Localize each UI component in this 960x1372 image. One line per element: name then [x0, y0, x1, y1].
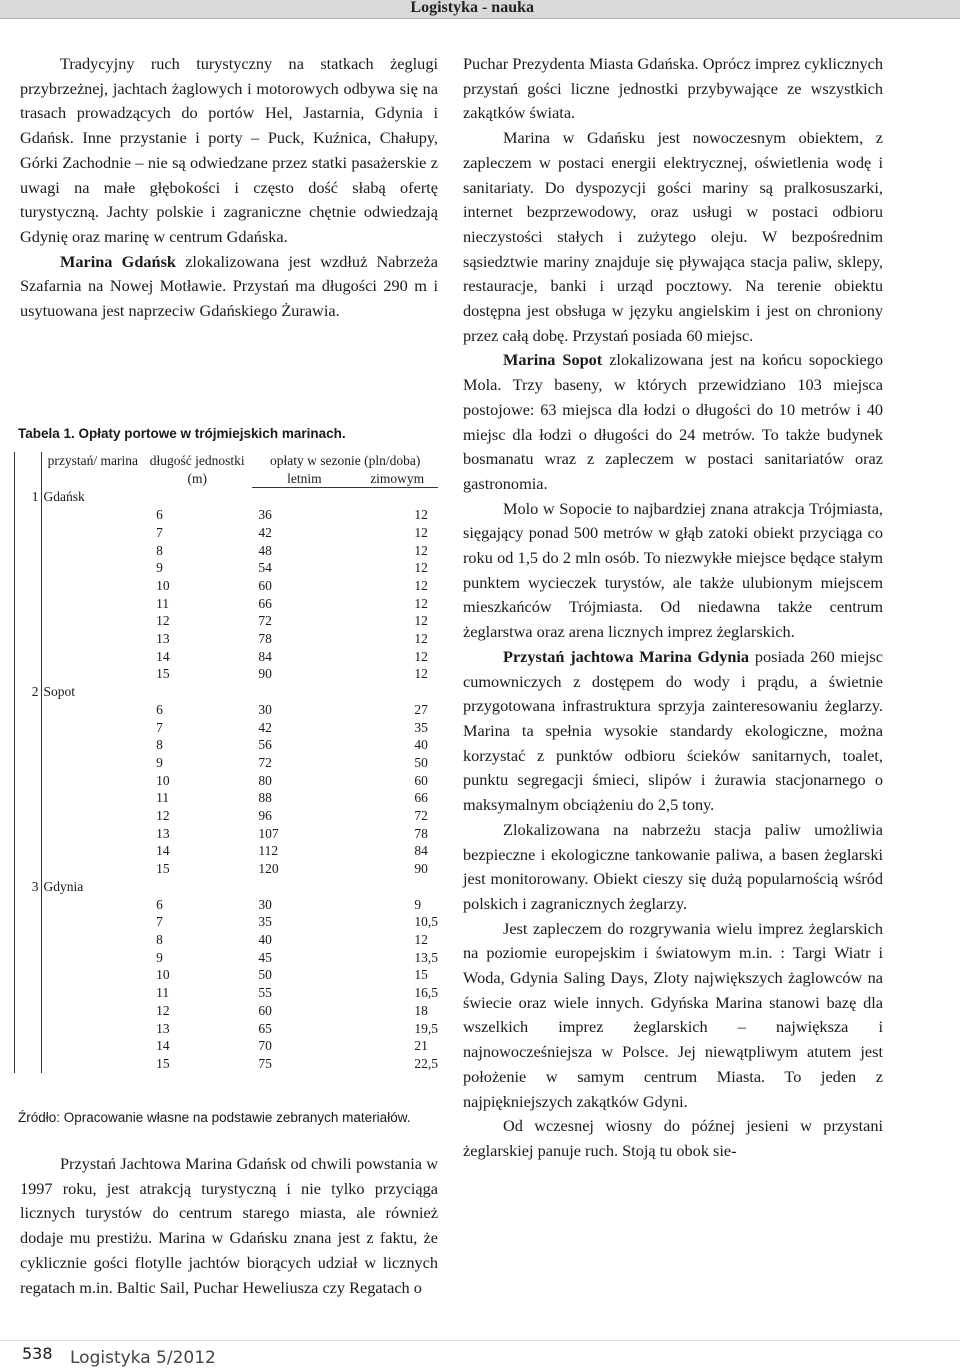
row-num-cell [15, 612, 42, 630]
row-num-cell [15, 772, 42, 790]
table-row [15, 630, 439, 648]
row-name-cell [41, 577, 142, 595]
table-row [15, 984, 439, 1002]
length-cell: 11 [156, 790, 170, 806]
row-num-cell [15, 1020, 42, 1038]
row-num-cell [15, 949, 42, 967]
summer-fee-cell: 48 [258, 542, 272, 558]
row-name-cell [41, 665, 142, 683]
winter-fee-cell: 12 [414, 931, 428, 947]
row-name-cell [41, 1055, 142, 1073]
row-num-cell [15, 984, 42, 1002]
length-cell: 10 [156, 967, 170, 983]
header-summer: letnim [252, 470, 356, 488]
table-row [15, 524, 439, 542]
row-name-cell [41, 701, 142, 719]
summer-fee-cell: 45 [258, 949, 272, 965]
length-cell: 14 [156, 648, 170, 664]
table-row [15, 542, 439, 560]
summer-fee-cell: 35 [258, 914, 272, 930]
row-name-cell [41, 506, 142, 524]
row-name-cell [41, 736, 142, 754]
footer-divider [0, 1340, 960, 1341]
section-title: Logistyka - nauka [410, 0, 534, 16]
row-name-cell [41, 1002, 142, 1020]
header-marina: przystań/ marina [47, 453, 138, 468]
left-column-bottom [20, 1152, 438, 1300]
group-header-row [15, 878, 439, 896]
row-num-cell [15, 506, 42, 524]
length-cell: 8 [156, 931, 163, 947]
length-cell: 6 [156, 896, 163, 912]
marina-gdansk-heading: Marina Gdańsk [60, 251, 176, 271]
row-name-cell [41, 772, 142, 790]
length-cell: 8 [156, 542, 163, 558]
table-row [15, 595, 439, 613]
summer-fee-cell: 96 [258, 808, 272, 824]
winter-fee-cell: 12 [414, 524, 428, 540]
table-row [15, 506, 439, 524]
magazine-issue: Logistyka 5/2012 [70, 1348, 216, 1368]
table-row [15, 719, 439, 737]
row-name-cell [41, 807, 142, 825]
summer-fee-cell: 70 [258, 1038, 272, 1054]
length-cell: 6 [156, 507, 163, 523]
summer-fee-cell: 75 [258, 1055, 272, 1071]
paragraph-text: posiada 260 miejsc cumowniczych z dostępem do wody i prądu, a świetnie przygotowana infrastruktura sprzyja zainteresowaniu żeglarzy. Marina ta spełnia wysokie standardy ekologiczne, można korzystać z punktów odbioru ścieków sanitarnych, toalet, punktu segregacji śmieci, slipów i żurawia stacjonarnego o maksymalnym obciążeniu do 2,5 tony. [463, 646, 883, 815]
length-cell: 13 [156, 825, 170, 841]
winter-fee-cell: 40 [414, 737, 428, 753]
row-name-cell [41, 966, 142, 984]
winter-fee-cell: 21 [414, 1038, 428, 1054]
table-row [15, 966, 439, 984]
length-cell: 6 [156, 701, 163, 717]
winter-fee-cell: 12 [414, 595, 428, 611]
row-name-cell [41, 931, 142, 949]
row-num-cell [15, 754, 42, 772]
summer-fee-cell: 72 [258, 754, 272, 770]
winter-fee-cell: 12 [414, 560, 428, 576]
summer-fee-cell: 120 [258, 861, 279, 877]
winter-fee-cell: 84 [414, 843, 428, 859]
winter-fee-cell: 12 [414, 507, 428, 523]
paragraph [463, 645, 883, 818]
row-name-cell [41, 913, 142, 931]
row-name-cell [41, 825, 142, 843]
row-num-cell [15, 842, 42, 860]
group-header-row [15, 683, 439, 701]
table-row [15, 612, 439, 630]
marina-sopot-heading: Marina Sopot [503, 350, 603, 370]
table-row [15, 1002, 439, 1020]
row-num-cell [15, 577, 42, 595]
paragraph: Tradycyjny ruch turystyczny na statkach żeglugi przybrzeżnej, jachtach żaglowych i motorowych odbywa się na trasach prowadzących do portów Hel, Jastarnia, Gdynia i Gdańsk. Inne przystanie i porty – Puck, Kuźnica, Chałupy, Górki Zachodnie – nie są odwiedzane przez statki pasażerskie z uwagi na małe głębokości i często dość słabą ofertę turystyczną. Jachty polskie i zagraniczne chętnie odwiedzają Gdynię oraz marinę w centrum Gdańska. [20, 54, 438, 246]
header-fees: opłaty w sezonie (pln/doba) [270, 453, 421, 468]
summer-fee-cell: 40 [258, 931, 272, 947]
left-column [20, 52, 438, 324]
row-name-cell [41, 630, 142, 648]
winter-fee-cell: 13,5 [414, 949, 438, 965]
table-row [15, 577, 439, 595]
paragraph-text: zlokalizowana jest na końcu sopockiego Mola. Trzy baseny, w których przewidziano 103 miejsca postojowe: 63 miejsca dla łodzi o długości do 10 metrów i 40 miejsc dla łodzi o długości do 24 metrów. To także budynek bosmanatu wraz z zapleczem w postaci sanitariatów oraz gastronomia. [463, 350, 883, 493]
marina-name: Gdańsk [43, 489, 85, 505]
length-cell: 13 [156, 1020, 170, 1036]
row-num-cell [15, 648, 42, 666]
winter-fee-cell: 90 [414, 861, 428, 877]
winter-fee-cell: 18 [414, 1002, 428, 1018]
group-number: 2 [15, 683, 42, 701]
winter-fee-cell: 27 [414, 701, 428, 717]
summer-fee-cell: 56 [258, 737, 272, 753]
row-name-cell [41, 719, 142, 737]
table-row [15, 842, 439, 860]
summer-fee-cell: 84 [258, 648, 272, 664]
length-cell: 9 [156, 560, 163, 576]
summer-fee-cell: 88 [258, 790, 272, 806]
table-row [15, 789, 439, 807]
row-num-cell [15, 701, 42, 719]
table-row [15, 559, 439, 577]
row-num-cell [15, 896, 42, 914]
length-cell: 10 [156, 577, 170, 593]
length-cell: 15 [156, 861, 170, 877]
table-row [15, 949, 439, 967]
row-num-cell [15, 524, 42, 542]
row-num-cell [15, 736, 42, 754]
summer-fee-cell: 112 [258, 843, 279, 859]
row-name-cell [41, 612, 142, 630]
header-band [0, 0, 960, 19]
row-num-cell [15, 860, 42, 878]
length-cell: 7 [156, 719, 163, 735]
paragraph: Puchar Prezydenta Miasta Gdańska. Oprócz imprez cyklicznych przystań gości liczne jednostki przybywające ze wszystkich zakątków świata. [463, 54, 883, 123]
row-num-cell [15, 1002, 42, 1020]
table-row [15, 665, 439, 683]
winter-fee-cell: 12 [414, 631, 428, 647]
row-num-cell [15, 665, 42, 683]
row-name-cell [41, 842, 142, 860]
paragraph: Jest zapleczem do rozgrywania wielu imprez żeglarskich na poziomie europejskim i światowym m.in. : Targi Wiatr i Woda, Gdynia Saling Days, Zloty największych żaglowców na świecie oraz wiele innych. Gdyńska Marina stanowi bazę dla wszelkich imprez żeglarskich – największa i najnowocześniejsza w Polsce. Jej niewątpliwym atutem jest położenie w samym centrum Miasta. To jeden z najpiękniejszych zakątków Gdyni. [463, 918, 883, 1111]
summer-fee-cell: 78 [258, 631, 272, 647]
length-cell: 9 [156, 754, 163, 770]
row-name-cell [41, 754, 142, 772]
winter-fee-cell: 12 [414, 577, 428, 593]
row-num-cell [15, 542, 42, 560]
summer-fee-cell: 60 [258, 577, 272, 593]
table-row [15, 807, 439, 825]
table-row [15, 913, 439, 931]
row-name-cell [41, 524, 142, 542]
summer-fee-cell: 107 [258, 825, 279, 841]
length-cell: 11 [156, 595, 170, 611]
fees-table [14, 452, 438, 1073]
table-row [15, 1055, 439, 1073]
row-name-cell [41, 1037, 142, 1055]
table-row [15, 860, 439, 878]
paragraph: Przystań Jachtowa Marina Gdańsk od chwili powstania w 1997 roku, jest atrakcją turystyczną i nie tylko przyciąga licznych turystów do centrum starego miasta, ale również dodaje mu prestiżu. Marina w Gdańsku znana jest z faktu, że cyklicznie gości flotylle jachtów biorących udział w licznych regatach m.in. Baltic Sail, Puchar Heweliusza czy Regatach o [20, 1154, 438, 1297]
summer-fee-cell: 30 [258, 701, 272, 717]
length-cell: 15 [156, 1055, 170, 1071]
length-cell: 13 [156, 631, 170, 647]
table-row [15, 648, 439, 666]
winter-fee-cell: 9 [414, 896, 422, 912]
row-num-cell [15, 913, 42, 931]
marina-gdynia-heading: Przystań jachtowa Marina Gdynia [503, 646, 750, 666]
row-name-cell [41, 542, 142, 560]
table-row [15, 896, 439, 914]
length-cell: 9 [156, 949, 163, 965]
summer-fee-cell: 42 [258, 524, 272, 540]
length-cell: 8 [156, 737, 163, 753]
row-num-cell [15, 931, 42, 949]
marina-name: Sopot [43, 684, 76, 700]
length-cell: 7 [156, 914, 163, 930]
table-row [15, 931, 439, 949]
row-num-cell [15, 1055, 42, 1073]
table-row [15, 701, 439, 719]
paragraph: Molo w Sopocie to najbardziej znana atrakcja Trójmiasta, sięgający ponad 500 metrów w głąb zatoki obiekt przyciąga co roku od 1,5 do 2 mln osób. To niezwykłe miejsce będące stałym punktem wycieczek turystów, ale także ulubionym miejscem mieszkańców Trójmiasta. Od niedawna także centrum żeglarstwa oraz arena licznych imprez żeglarskich. [463, 498, 883, 642]
row-name-cell [41, 1020, 142, 1038]
paragraph-text: zlokalizowana jest wzdłuż Nabrzeża Szafarnia na Nowej Motławie. Przystań ma długości 290 m i usytuowana jest naprzeciw Gdańskiego Żurawia. [20, 251, 438, 321]
fees-table-body [15, 488, 439, 1073]
length-cell: 12 [156, 613, 170, 629]
winter-fee-cell: 12 [414, 542, 428, 558]
table-row [15, 1037, 439, 1055]
winter-fee-cell: 16,5 [414, 985, 438, 1001]
right-column [463, 52, 883, 1164]
summer-fee-cell: 60 [258, 1002, 272, 1018]
paragraph [463, 348, 883, 496]
header-winter: zimowym [356, 470, 438, 488]
summer-fee-cell: 66 [258, 595, 272, 611]
paragraph: Zlokalizowana na nabrzeżu stacja paliw umożliwia bezpieczne i ekologiczne tankowanie paliwa, a basen żeglarski jest monitorowany. Obiekt cieszy się dużą popularnością wśród polskich i zagranicznych żeglarzy. [463, 819, 883, 913]
header-num-cell [15, 452, 42, 488]
summer-fee-cell: 54 [258, 560, 272, 576]
paragraph: Marina w Gdańsku jest nowoczesnym obiektem, z zapleczem w postaci energii elektrycznej, oświetlenia wodę i sanitariaty. Do dyspozycji gości mariny są pralkosuszarki, internet bezprzewodowy, oraz usługi w postaci odbioru nieczystości stałych i zużytego oleju. W bezpośrednim sąsiedztwie mariny znajduje się pływająca stacja paliw, sklepy, restauracje, banki i urząd pocztowy. Na terenie obiektu dostępna jest obsługa w języku angielskim i jest on chroniony przez całą dobę. Przystań posiada 60 miejsc. [463, 128, 883, 345]
row-name-cell [41, 648, 142, 666]
row-name-cell [41, 860, 142, 878]
summer-fee-cell: 80 [258, 772, 272, 788]
winter-fee-cell: 50 [414, 754, 428, 770]
winter-fee-cell: 15 [414, 967, 428, 983]
summer-fee-cell: 72 [258, 613, 272, 629]
summer-fee-cell: 55 [258, 985, 272, 1001]
table-caption: Tabela 1. Opłaty portowe w trójmiejskich marinach. [18, 426, 346, 441]
winter-fee-cell: 12 [414, 648, 428, 664]
table-row [15, 772, 439, 790]
winter-fee-cell: 35 [414, 719, 428, 735]
row-num-cell [15, 825, 42, 843]
row-name-cell [41, 595, 142, 613]
winter-fee-cell: 19,5 [414, 1020, 438, 1036]
paragraph: Od wczesnej wiosny do późnej jesieni w przystani żeglarskiej panuje ruch. Stoją tu obok sie- [463, 1116, 883, 1160]
winter-fee-cell: 72 [414, 808, 428, 824]
length-cell: 14 [156, 1038, 170, 1054]
group-header-row [15, 488, 439, 506]
row-num-cell [15, 559, 42, 577]
summer-fee-cell: 42 [258, 719, 272, 735]
table-row [15, 1020, 439, 1038]
table-row [15, 736, 439, 754]
winter-fee-cell: 66 [414, 790, 428, 806]
summer-fee-cell: 36 [258, 507, 272, 523]
row-name-cell [41, 559, 142, 577]
length-cell: 15 [156, 666, 170, 682]
winter-fee-cell: 60 [414, 772, 428, 788]
group-number: 3 [15, 878, 42, 896]
winter-fee-cell: 12 [414, 613, 428, 629]
paragraph [20, 250, 438, 324]
row-name-cell [41, 949, 142, 967]
winter-fee-cell: 12 [414, 666, 428, 682]
row-num-cell [15, 595, 42, 613]
row-name-cell [41, 984, 142, 1002]
summer-fee-cell: 65 [258, 1020, 272, 1036]
summer-fee-cell: 50 [258, 967, 272, 983]
table-row [15, 825, 439, 843]
marina-name: Gdynia [43, 878, 84, 894]
group-number: 1 [15, 488, 42, 506]
header-length: długość jednostki (m) [149, 453, 245, 486]
length-cell: 10 [156, 772, 170, 788]
row-num-cell [15, 1037, 42, 1055]
row-name-cell [41, 896, 142, 914]
page-number: 538 [22, 1344, 53, 1363]
row-num-cell [15, 630, 42, 648]
winter-fee-cell: 22,5 [414, 1055, 438, 1071]
table-source: Źródło: Opracowanie własne na podstawie zebranych materiałów. [18, 1110, 411, 1125]
length-cell: 11 [156, 985, 170, 1001]
length-cell: 7 [156, 524, 163, 540]
winter-fee-cell: 78 [414, 825, 428, 841]
table-row [15, 754, 439, 772]
length-cell: 12 [156, 808, 170, 824]
length-cell: 14 [156, 843, 170, 859]
row-num-cell [15, 807, 42, 825]
winter-fee-cell: 10,5 [414, 914, 438, 930]
summer-fee-cell: 90 [258, 666, 272, 682]
row-num-cell [15, 719, 42, 737]
row-num-cell [15, 966, 42, 984]
summer-fee-cell: 30 [258, 896, 272, 912]
row-num-cell [15, 789, 42, 807]
row-name-cell [41, 789, 142, 807]
length-cell: 12 [156, 1002, 170, 1018]
